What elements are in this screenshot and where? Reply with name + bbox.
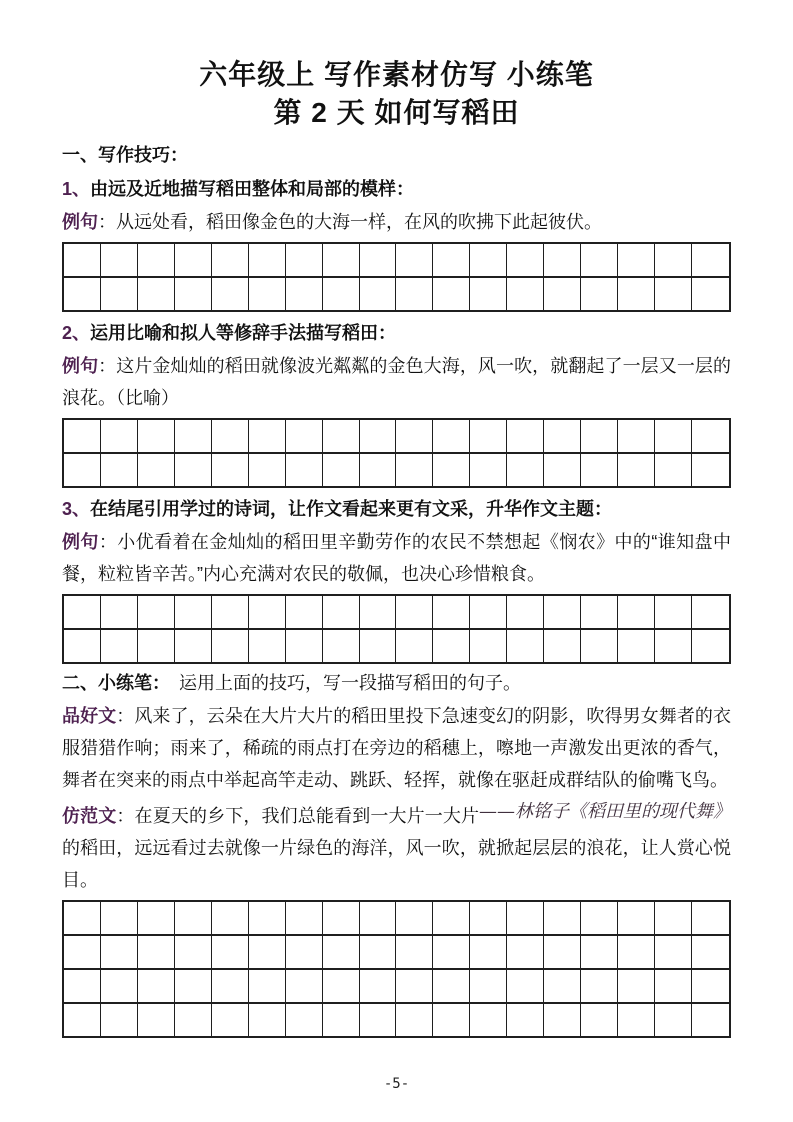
- writing-cell: [396, 244, 433, 278]
- writing-cell: [360, 596, 397, 630]
- writing-cell: [138, 454, 175, 486]
- writing-cell: [212, 244, 249, 278]
- writing-cell: [507, 970, 544, 1004]
- document-title: [62, 56, 731, 132]
- writing-cell: [323, 1004, 360, 1036]
- writing-cell: [101, 902, 138, 936]
- writing-cell: [396, 1004, 433, 1036]
- writing-cell: [581, 454, 618, 486]
- writing-cell: [323, 278, 360, 310]
- writing-cell: [396, 630, 433, 662]
- writing-cell: [138, 970, 175, 1004]
- writing-cell: [249, 1004, 286, 1036]
- writing-cell: [138, 420, 175, 454]
- writing-cell: [360, 1004, 397, 1036]
- writing-grid-2: [62, 418, 731, 488]
- writing-cell: [692, 970, 729, 1004]
- writing-cell: [544, 244, 581, 278]
- writing-cell: [618, 454, 655, 486]
- writing-cell: [249, 936, 286, 970]
- writing-cell: [581, 278, 618, 310]
- example-label: 例句: [62, 212, 98, 232]
- writing-cell: [544, 630, 581, 662]
- writing-cell: [249, 902, 286, 936]
- writing-cell: [396, 454, 433, 486]
- writing-cell: [175, 420, 212, 454]
- writing-cell: [64, 420, 101, 454]
- writing-cell: [618, 596, 655, 630]
- writing-cell: [286, 596, 323, 630]
- writing-cell: [360, 278, 397, 310]
- writing-cell: [286, 970, 323, 1004]
- writing-grid-3: [62, 594, 731, 664]
- writing-cell: [286, 630, 323, 662]
- example-label: 例句: [62, 356, 99, 376]
- writing-cell: [101, 454, 138, 486]
- writing-cell: [433, 902, 470, 936]
- writing-cell: [618, 936, 655, 970]
- writing-cell: [249, 970, 286, 1004]
- writing-cell: [360, 420, 397, 454]
- writing-cell: [64, 1004, 101, 1036]
- writing-cell: [360, 902, 397, 936]
- writing-cell: [618, 902, 655, 936]
- writing-cell: [618, 630, 655, 662]
- writing-cell: [692, 244, 729, 278]
- writing-cell: [323, 244, 360, 278]
- writing-cell: [212, 970, 249, 1004]
- tip-2-number: 2、: [62, 323, 91, 343]
- writing-cell: [175, 902, 212, 936]
- title-line-1: 六年级上 写作素材仿写 小练笔: [199, 59, 594, 90]
- writing-cell: [396, 278, 433, 310]
- writing-cell: [175, 936, 212, 970]
- tip-3-example: [62, 526, 731, 590]
- writing-cell: [692, 902, 729, 936]
- writing-cell: [433, 454, 470, 486]
- writing-cell: [470, 970, 507, 1004]
- writing-cell: [581, 902, 618, 936]
- tip-1-heading-text: 由远及近地描写稻田整体和局部的模样：: [90, 179, 415, 199]
- tip-3: [62, 496, 731, 664]
- writing-cell: [692, 596, 729, 630]
- tip-1-heading: [62, 176, 731, 202]
- writing-cell: [249, 420, 286, 454]
- writing-cell: [618, 970, 655, 1004]
- writing-cell: [507, 902, 544, 936]
- writing-cell: [655, 630, 692, 662]
- tip-1-number: 1、: [62, 179, 91, 199]
- writing-cell: [396, 970, 433, 1004]
- writing-cell: [175, 1004, 212, 1036]
- writing-cell: [138, 244, 175, 278]
- writing-cell: [507, 244, 544, 278]
- writing-cell: [655, 278, 692, 310]
- writing-cell: [101, 420, 138, 454]
- writing-cell: [692, 630, 729, 662]
- writing-cell: [212, 278, 249, 310]
- writing-cell: [544, 902, 581, 936]
- writing-cell: [433, 420, 470, 454]
- writing-cell: [581, 596, 618, 630]
- section-two-instruction: 运用上面的技巧，写一段描写稻田的句子。: [179, 673, 521, 693]
- writing-cell: [286, 244, 323, 278]
- writing-cell: [64, 596, 101, 630]
- writing-cell: [544, 936, 581, 970]
- writing-cell: [360, 454, 397, 486]
- writing-cell: [323, 936, 360, 970]
- writing-cell: [470, 278, 507, 310]
- writing-cell: [64, 936, 101, 970]
- writing-cell: [249, 630, 286, 662]
- writing-cell: [470, 630, 507, 662]
- writing-cell: [470, 420, 507, 454]
- writing-cell: [655, 936, 692, 970]
- writing-cell: [396, 596, 433, 630]
- writing-cell: [396, 936, 433, 970]
- imitation-text: ：在夏天的乡下，我们总能看到一大片一大片的稻田，远远看过去就像一片绿色的海洋，风一吹，就掀起层层的浪花，让人赏心悦目。: [62, 806, 731, 890]
- tip-3-heading-text: 在结尾引用学过的诗词，让作文看起来更有文采，升华作文主题：: [90, 499, 613, 519]
- writing-cell: [470, 1004, 507, 1036]
- writing-cell: [544, 278, 581, 310]
- writing-cell: [138, 596, 175, 630]
- writing-cell: [581, 1004, 618, 1036]
- writing-cell: [64, 454, 101, 486]
- writing-cell: [470, 596, 507, 630]
- writing-cell: [655, 420, 692, 454]
- writing-cell: [655, 902, 692, 936]
- writing-cell: [433, 596, 470, 630]
- title-line-2: 第 2 天 如何写稻田: [273, 97, 520, 128]
- writing-cell: [360, 970, 397, 1004]
- writing-cell: [507, 630, 544, 662]
- writing-cell: [175, 596, 212, 630]
- section-two-heading: [62, 670, 731, 696]
- tip-2: [62, 320, 731, 488]
- writing-cell: [655, 244, 692, 278]
- writing-cell: [470, 454, 507, 486]
- writing-cell: [544, 420, 581, 454]
- writing-cell: [470, 936, 507, 970]
- writing-cell: [692, 278, 729, 310]
- tip-1: [62, 176, 731, 312]
- writing-cell: [138, 936, 175, 970]
- writing-cell: [581, 630, 618, 662]
- writing-cell: [64, 970, 101, 1004]
- writing-cell: [249, 454, 286, 486]
- writing-cell: [433, 630, 470, 662]
- example-label: 例句: [62, 532, 99, 552]
- writing-cell: [433, 1004, 470, 1036]
- writing-cell: [544, 1004, 581, 1036]
- writing-cell: [138, 902, 175, 936]
- writing-cell: [323, 970, 360, 1004]
- writing-cell: [323, 596, 360, 630]
- writing-cell: [396, 902, 433, 936]
- writing-cell: [655, 970, 692, 1004]
- writing-grid-1: [62, 242, 731, 312]
- sample-text: ：风来了，云朵在大片大片的稻田里投下急速变幻的阴影，吹得男女舞者的衣服猎猎作响；雨来了，稀疏的雨点打在旁边的稻穗上，嚓地一声激发出更浓的香气，舞者在突来的雨点中举起高竿走动、跳跃、轻挥，就像在驱赶成群结队的偷嘴飞鸟。: [62, 706, 731, 790]
- section-one-heading: 一、写作技巧：: [62, 145, 188, 165]
- example-text: ：从远处看，稻田像金色的大海一样，在风的吹拂下此起彼伏。: [98, 212, 602, 232]
- writing-cell: [212, 630, 249, 662]
- section-two-heading-text: 二、小练笔：: [62, 673, 170, 693]
- writing-cell: [470, 244, 507, 278]
- writing-cell: [249, 278, 286, 310]
- writing-cell: [433, 278, 470, 310]
- imitation-label: 仿范文: [62, 806, 117, 826]
- writing-cell: [138, 278, 175, 310]
- writing-cell: [692, 420, 729, 454]
- writing-cell: [655, 454, 692, 486]
- writing-cell: [101, 596, 138, 630]
- writing-cell: [101, 630, 138, 662]
- writing-cell: [581, 936, 618, 970]
- tip-1-example: [62, 206, 731, 238]
- writing-cell: [544, 596, 581, 630]
- writing-cell: [138, 630, 175, 662]
- writing-cell: [581, 244, 618, 278]
- sample-attribution: ——林铭子《稻田里的现代舞》: [479, 801, 731, 822]
- writing-cell: [212, 454, 249, 486]
- writing-cell: [249, 244, 286, 278]
- writing-cell: [286, 936, 323, 970]
- writing-cell: [692, 936, 729, 970]
- writing-cell: [323, 454, 360, 486]
- writing-cell: [175, 278, 212, 310]
- writing-cell: [433, 936, 470, 970]
- writing-cell: [64, 244, 101, 278]
- writing-grid-4: [62, 900, 731, 1038]
- writing-cell: [212, 902, 249, 936]
- writing-cell: [212, 936, 249, 970]
- sample-label: 品好文: [62, 706, 117, 726]
- writing-cell: [692, 454, 729, 486]
- writing-cell: [544, 970, 581, 1004]
- writing-cell: [64, 902, 101, 936]
- writing-cell: [286, 420, 323, 454]
- writing-cell: [101, 244, 138, 278]
- writing-cell: [286, 902, 323, 936]
- tip-2-heading: [62, 320, 731, 346]
- writing-cell: [581, 970, 618, 1004]
- writing-cell: [286, 1004, 323, 1036]
- writing-cell: [323, 420, 360, 454]
- writing-cell: [360, 244, 397, 278]
- writing-cell: [212, 420, 249, 454]
- writing-cell: [507, 278, 544, 310]
- writing-cell: [692, 1004, 729, 1036]
- writing-cell: [396, 420, 433, 454]
- writing-cell: [212, 596, 249, 630]
- writing-cell: [286, 278, 323, 310]
- writing-cell: [175, 244, 212, 278]
- writing-cell: [101, 970, 138, 1004]
- writing-cell: [64, 278, 101, 310]
- tip-3-heading: [62, 496, 731, 522]
- writing-cell: [323, 630, 360, 662]
- tip-3-number: 3、: [62, 499, 91, 519]
- writing-cell: [618, 278, 655, 310]
- writing-cell: [618, 1004, 655, 1036]
- writing-cell: [507, 596, 544, 630]
- writing-cell: [507, 420, 544, 454]
- writing-cell: [101, 1004, 138, 1036]
- writing-cell: [544, 454, 581, 486]
- example-text: ：小优看着在金灿灿的稻田里辛勤劳作的农民不禁想起《悯农》中的“谁知盘中餐，粒粒皆辛苦。”内心充满对农民的敬佩，也决心珍惜粮食。: [62, 532, 732, 584]
- writing-cell: [618, 244, 655, 278]
- writing-cell: [433, 970, 470, 1004]
- tip-2-example: [62, 350, 731, 414]
- writing-cell: [433, 244, 470, 278]
- writing-cell: [175, 454, 212, 486]
- writing-cell: [507, 936, 544, 970]
- writing-cell: [507, 1004, 544, 1036]
- writing-cell: [507, 454, 544, 486]
- writing-cell: [64, 630, 101, 662]
- writing-cell: [101, 278, 138, 310]
- writing-cell: [101, 936, 138, 970]
- writing-cell: [323, 902, 360, 936]
- writing-cell: [175, 970, 212, 1004]
- writing-cell: [470, 902, 507, 936]
- writing-cell: [360, 936, 397, 970]
- writing-cell: [581, 420, 618, 454]
- writing-cell: [655, 596, 692, 630]
- writing-cell: [655, 1004, 692, 1036]
- writing-cell: [212, 1004, 249, 1036]
- writing-cell: [618, 420, 655, 454]
- example-text: ：这片金灿灿的稻田就像波光粼粼的金色大海，风一吹，就翻起了一层又一层的浪花。（比喻）: [62, 356, 732, 408]
- writing-cell: [175, 630, 212, 662]
- writing-cell: [138, 1004, 175, 1036]
- writing-cell: [286, 454, 323, 486]
- writing-cell: [249, 596, 286, 630]
- tip-2-heading-text: 运用比喻和拟人等修辞手法描写稻田：: [90, 323, 397, 343]
- writing-cell: [360, 630, 397, 662]
- page-number: -5-: [383, 1076, 410, 1092]
